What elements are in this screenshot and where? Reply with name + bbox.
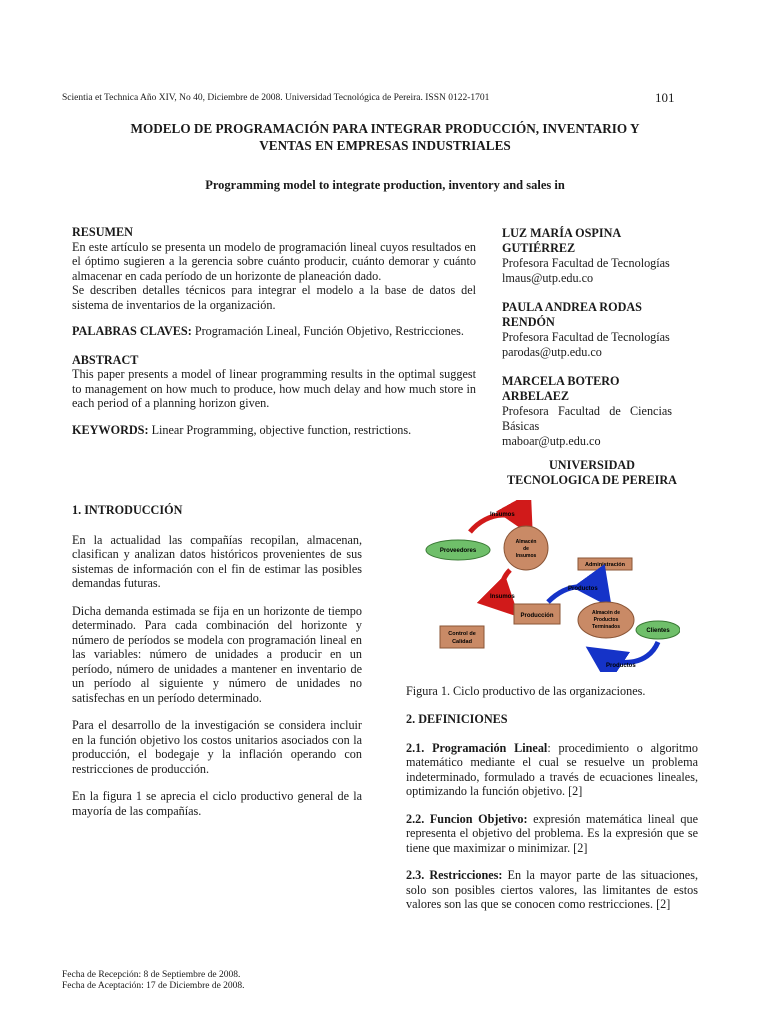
resumen-text-2: Se describen detalles técnicos para integrar el modelo a la base de datos del sistema de inventarios de la organización. (72, 283, 476, 312)
label-productos-top: Productos (568, 586, 598, 592)
intro-paragraph-2: Dicha demanda estimada se fija en un horizonte de tiempo determinado. Para cada combinación del horizonte y número de períodos se modela con programación lineal en las variables: número de unidades a producir en un período, número de unidades a mantener en inventario de un período al siguiente y número de unidades no satisfechas en un período determinado. (72, 603, 362, 705)
paper-title (60, 120, 710, 154)
author-email: lmaus@utp.edu.co (502, 271, 594, 285)
label-insumos-top: Insumos (490, 512, 515, 518)
label-clientes: Clientes (646, 628, 670, 634)
label-almacen-3: Insumos (515, 553, 537, 559)
productos-arrow-bottom (594, 642, 658, 662)
author-affiliation: Profesora Facultad de Ciencias Básicas (502, 404, 672, 433)
label-administracion: Administración (584, 562, 626, 568)
author-name: PAULA ANDREA RODAS RENDÓN (502, 300, 642, 329)
title-line-1: MODELO DE PROGRAMACIÓN PARA INTEGRAR PRODUCCIÓN, INVENTARIO Y (130, 121, 640, 136)
keywords-text: Linear Programming, objective function, restrictions. (148, 422, 412, 437)
definition-2 (406, 812, 698, 856)
definition-2-text: expresión matemática lineal que representa el objetivo del problema. Es la expresión que se tiene que maximizar o minimizar. [2] (406, 811, 699, 855)
keywords-label: KEYWORDS: (72, 422, 149, 437)
intro-heading: 1. INTRODUCCIÓN (72, 503, 183, 517)
introduction-section (72, 503, 362, 818)
definiciones-heading: 2. DEFINICIONES (406, 712, 508, 726)
definition-1 (406, 741, 698, 799)
palabras-label: PALABRAS CLAVES: (72, 324, 192, 338)
label-control-1: Control de (448, 631, 476, 637)
label-almacen-2: de (523, 546, 529, 552)
label-produccion: Producción (520, 613, 554, 619)
label-proveedores: Proveedores (439, 548, 477, 554)
footer-received: Fecha de Recepción: 8 de Septiembre de 2008. (62, 970, 241, 980)
definition-1-text: : procedimiento o algoritmo matemático mediante el cual se resuelve un problema indeterminado, formulado a través de ecuaciones lineales, optimizando la función objetivo. [2] (406, 740, 699, 798)
author-name: MARCELA BOTERO ARBELAEZ (502, 374, 620, 403)
university-line-2: TECNOLOGICA DE PEREIRA (507, 473, 677, 487)
label-apt-3: Terminados (592, 624, 620, 630)
resumen-heading: RESUMEN (72, 225, 133, 239)
page-number: 101 (655, 90, 675, 105)
definition-3 (406, 868, 698, 912)
definition-3-label: 2.3. Restricciones: (406, 868, 503, 882)
definiciones-section (406, 712, 698, 912)
resumen-text-1: En este artículo se presenta un modelo de programación lineal cuyos resultados en el óptimo sugieren a la gerencia sobre cuánto producir, cuánto demorar y cuánto almacenar en cada período de un horizonte de planeación dado. (72, 239, 476, 283)
label-insumos-left: Insumos (490, 594, 515, 600)
intro-paragraph-1: En la actualidad las compañías recopilan, almacenan, clasifican y analizan datos históricos provenientes de sus sistemas de información con el fin de estimar las posibles demandas futuras. (72, 532, 362, 590)
intro-paragraph-4: En la figura 1 se aprecia el ciclo productivo general de la mayoría de las compañías. (72, 789, 362, 818)
journal-header: Scientia et Technica Año XIV, No 40, Diciembre de 2008. Universidad Tecnológica de Pereira. ISSN 0122-1701 (62, 93, 490, 103)
intro-paragraph-3: Para el desarrollo de la investigación se considera incluir en la función objetivo los costos unitarios asociados con la producción, el bodegaje y la inflación operando con restricciones de producción. (72, 718, 362, 776)
production-cycle-figure (418, 500, 680, 672)
definition-3-text: En la mayor parte de las situaciones, solo son posibles ciertos valores, las limitantes de estos valores son las que se conocen como restricciones. [2] (406, 868, 698, 911)
author-email: maboar@utp.edu.co (502, 434, 601, 448)
label-apt-2: Productos (593, 617, 619, 623)
palabras-text: Programación Lineal, Función Objetivo, Restricciones. (191, 324, 464, 338)
label-apt-1: Almacén de (591, 610, 621, 616)
abstract-heading: ABSTRACT (72, 352, 139, 367)
author-email: parodas@utp.edu.co (502, 345, 602, 359)
insumos-arrow-left (502, 570, 512, 610)
author-3 (502, 374, 672, 449)
palabras-claves (72, 324, 476, 339)
authors-block (502, 226, 672, 449)
label-productos-bottom: Productos (606, 663, 636, 669)
footer-accepted: Fecha de Aceptación: 17 de Diciembre de 2008. (62, 981, 245, 991)
figure-caption: Figura 1. Ciclo productivo de las organizaciones. (406, 684, 646, 698)
author-name: LUZ MARÍA OSPINA GUTIÉRREZ (502, 226, 621, 255)
label-almacen-1: Almacén (515, 539, 537, 545)
abstract-text: This paper presents a model of linear programming results in the optimal suggest to management on how much to produce, how much delay and how much store in each period of a planning horizon given. (72, 367, 476, 410)
university-name (502, 458, 682, 488)
author-affiliation: Profesora Facultad de Tecnologías (502, 330, 670, 344)
author-affiliation: Profesora Facultad de Tecnologías (502, 256, 670, 270)
definition-1-label: 2.1. Programación Lineal (406, 740, 548, 755)
definition-2-label: 2.2. Funcion Objetivo: (406, 811, 528, 826)
footer-dates (62, 970, 245, 992)
keywords (72, 423, 476, 438)
resumen-section (72, 225, 476, 437)
paper-subtitle: Programming model to integrate production, inventory and sales in (205, 178, 565, 192)
author-2 (502, 300, 672, 360)
title-line-2: VENTAS EN EMPRESAS INDUSTRIALES (259, 138, 511, 153)
university-line-1: UNIVERSIDAD (548, 458, 635, 472)
author-1 (502, 226, 672, 286)
label-control-2: Calidad (452, 639, 472, 645)
